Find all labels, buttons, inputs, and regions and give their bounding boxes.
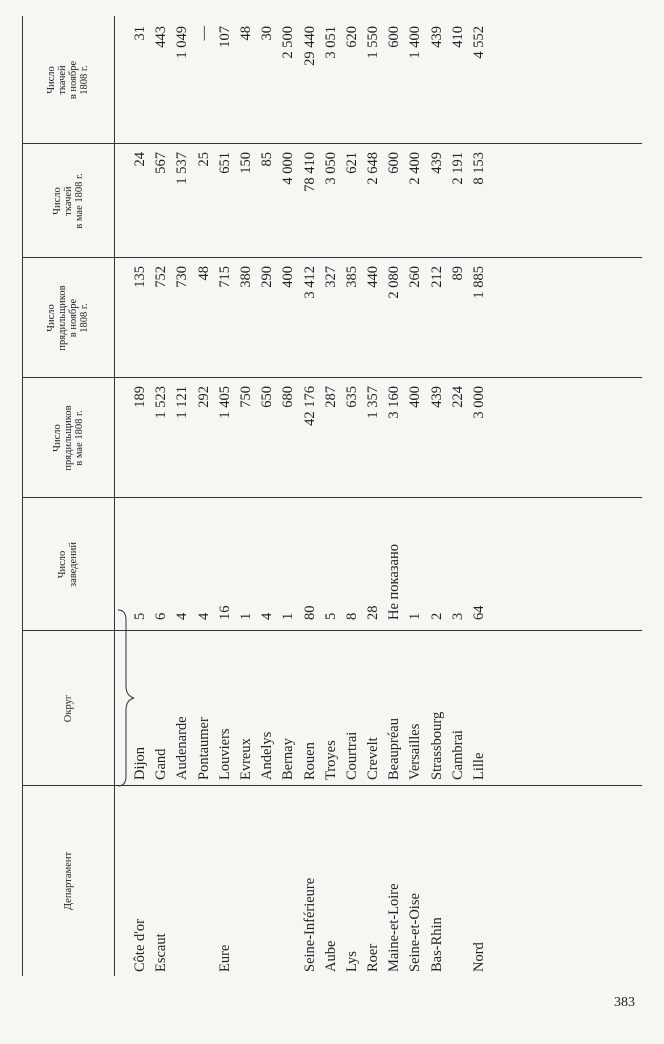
cell-department: Côte d'or	[132, 919, 148, 972]
cell-spinners-nov: 135	[132, 266, 148, 288]
cell-department: Nord	[471, 942, 487, 972]
cell-weavers-nov: 410	[449, 26, 466, 48]
cell-establishments: 4	[195, 612, 212, 620]
cell-district: Dijon	[132, 746, 148, 780]
cell-department	[448, 788, 469, 972]
cell-spinners-may: 3 000	[471, 386, 487, 419]
cell-spinners-nov: 380	[237, 266, 254, 288]
cell-weavers-may: 8 153	[471, 152, 487, 185]
cell-spinners-nov: 440	[365, 266, 382, 288]
column-weavers-may	[130, 152, 490, 256]
cell-department: Lys	[343, 951, 360, 972]
cell-district: Andelys	[259, 731, 276, 780]
cell-establishments: 64	[471, 605, 487, 620]
cell-weavers-may: 2 191	[449, 152, 466, 185]
cell-department: Seine-Inférieure	[301, 877, 318, 972]
cell-spinners-nov: 1 885	[471, 266, 487, 299]
cell-weavers-may: 24	[132, 152, 148, 167]
cell-weavers-nov: 107	[216, 26, 233, 48]
cell-weavers-nov: 48	[237, 26, 254, 41]
cell-spinners-nov: 260	[407, 266, 424, 288]
cell-weavers-may: 25	[195, 152, 212, 167]
cell-spinners-nov: 385	[343, 266, 360, 288]
cell-weavers-may: 2 400	[407, 152, 424, 185]
cell-department	[257, 788, 278, 972]
cell-weavers-may: 4 000	[280, 152, 297, 185]
cell-spinners-may: 189	[132, 386, 148, 408]
column-establishments	[130, 510, 490, 620]
cell-establishments: 5	[322, 612, 339, 620]
cell-spinners-may: 750	[237, 386, 254, 408]
cell-establishments: 3	[449, 612, 466, 620]
cell-spinners-nov: 290	[259, 266, 276, 288]
cell-district: Courtrai	[343, 731, 360, 780]
header-weavers-may: Число ткачей в мае 1808 г.	[51, 173, 85, 229]
cell-weavers-nov: 439	[428, 26, 445, 48]
header-weavers-nov: Число ткачей в ноябре 1808 г.	[46, 60, 90, 100]
cell-weavers-nov: 620	[343, 26, 360, 48]
cell-district: Rouen	[301, 742, 318, 780]
cell-weavers-may: 2 648	[365, 152, 382, 185]
cell-spinners-may: 400	[407, 386, 424, 408]
cell-spinners-nov: 400	[280, 266, 297, 288]
cell-department: Bas-Rhin	[428, 917, 445, 972]
cell-spinners-may: 680	[280, 386, 297, 408]
cell-district: Cambrai	[449, 730, 466, 780]
cell-department	[172, 788, 193, 972]
cell-district: Crevelt	[365, 737, 382, 780]
header-department: Департамент	[62, 851, 74, 911]
cell-department	[236, 788, 257, 972]
column-spinners-may	[130, 386, 490, 496]
header-bottom-rule	[114, 16, 115, 976]
cell-establishments: 4	[174, 612, 191, 620]
cell-spinners-may: 42 176	[301, 386, 318, 426]
col-sep-3	[22, 497, 642, 498]
cell-weavers-nov: 1 049	[174, 26, 191, 59]
cell-establishments: Не показано	[386, 544, 403, 620]
cell-district: Audenarde	[174, 716, 191, 780]
cell-district: Gand	[153, 748, 170, 780]
cell-establishments: 1	[407, 612, 424, 620]
cell-establishments: 1	[237, 612, 254, 620]
cell-establishments: 6	[153, 612, 170, 620]
cell-weavers-nov: 31	[132, 26, 148, 41]
cell-spinners-may: 1 523	[153, 386, 170, 419]
cell-weavers-nov: 1 400	[407, 26, 424, 59]
cell-department: Maine-et-Loire	[386, 883, 403, 972]
cell-weavers-nov: 30	[259, 26, 276, 41]
cell-department	[194, 788, 215, 972]
col-sep-4	[22, 377, 642, 378]
cell-district: Beaupréau	[386, 718, 403, 780]
header-establishments: Число заведений	[57, 541, 79, 588]
cell-weavers-nov: 29 440	[301, 26, 318, 66]
cell-district: Louviers	[216, 728, 233, 780]
cell-weavers-may: 600	[386, 152, 403, 174]
cell-weavers-may: 3 050	[322, 152, 339, 185]
cell-establishments: 1	[280, 612, 297, 620]
cell-establishments: 80	[301, 605, 318, 620]
cell-department: Escaut	[153, 933, 170, 972]
cell-weavers-nov: 443	[153, 26, 170, 48]
cell-district: Troyes	[322, 740, 339, 780]
cell-weavers-nov: 1 550	[365, 26, 382, 59]
col-sep-6	[22, 143, 642, 144]
cell-establishments: 5	[132, 612, 148, 620]
cell-establishments: 28	[365, 605, 382, 620]
cell-weavers-nov: 2 500	[280, 26, 297, 59]
cell-district: Versailles	[407, 723, 424, 780]
column-weavers-nov	[130, 26, 490, 142]
header-spinners-nov: Число прядильщиков в ноябре 1808 г.	[46, 285, 90, 351]
cell-department: Aube	[322, 940, 339, 972]
statistics-table	[22, 16, 642, 976]
cell-establishments: 16	[216, 605, 233, 620]
header-district: Округ	[62, 694, 74, 723]
cell-spinners-nov: 752	[153, 266, 170, 288]
cell-spinners-may: 1 405	[216, 386, 233, 419]
header-spinners-may: Число прядильщиков в мае 1808 г.	[51, 405, 85, 471]
cell-establishments: 8	[343, 612, 360, 620]
cell-spinners-may: 287	[322, 386, 339, 408]
cell-weavers-may: 1 537	[174, 152, 191, 185]
cell-weavers-may: 651	[216, 152, 233, 174]
cell-spinners-may: 635	[343, 386, 360, 408]
cell-district: Pontaumer	[195, 717, 212, 780]
cell-spinners-may: 224	[449, 386, 466, 408]
cell-establishments: 4	[259, 612, 276, 620]
cell-weavers-nov: 4 552	[471, 26, 487, 59]
cell-spinners-may: 292	[195, 386, 212, 408]
cell-weavers-may: 78 410	[301, 152, 318, 192]
cell-weavers-may: 439	[428, 152, 445, 174]
cell-spinners-may: 439	[428, 386, 445, 408]
cell-district: Evreux	[237, 738, 254, 780]
cell-establishments: 2	[428, 612, 445, 620]
cell-spinners-may: 1 121	[174, 386, 191, 419]
cell-weavers-may: 150	[237, 152, 254, 174]
cell-weavers-nov: 3 051	[322, 26, 339, 59]
column-district	[130, 634, 490, 780]
page-number: 383	[614, 995, 635, 1010]
cell-spinners-nov: 89	[449, 266, 466, 281]
column-department	[130, 788, 490, 972]
cell-weavers-may: 567	[153, 152, 170, 174]
column-spinners-nov	[130, 266, 490, 376]
cell-spinners-nov: 327	[322, 266, 339, 288]
cell-weavers-nov: 600	[386, 26, 403, 48]
cell-spinners-may: 3 160	[386, 386, 403, 419]
cell-department: Eure	[216, 944, 233, 972]
col-sep-5	[22, 257, 642, 258]
cell-weavers-may: 85	[259, 152, 276, 167]
cell-spinners-nov: 48	[195, 266, 212, 281]
cell-weavers-nov: —	[195, 26, 212, 41]
cell-spinners-nov: 3 412	[301, 266, 318, 299]
cell-department: Roer	[365, 943, 382, 972]
cell-spinners-nov: 212	[428, 266, 445, 288]
cell-spinners-may: 1 357	[365, 386, 382, 419]
cell-department	[278, 788, 299, 972]
cell-district: Bernay	[280, 738, 297, 780]
cell-spinners-nov: 715	[216, 266, 233, 288]
cell-spinners-nov: 730	[174, 266, 191, 288]
cell-department: Seine-et-Oise	[407, 893, 424, 972]
cell-district: Lille	[471, 752, 487, 780]
cell-district: Strassbourg	[428, 711, 445, 780]
cell-spinners-may: 650	[259, 386, 276, 408]
cell-spinners-nov: 2 080	[386, 266, 403, 299]
cell-weavers-may: 621	[343, 152, 360, 174]
